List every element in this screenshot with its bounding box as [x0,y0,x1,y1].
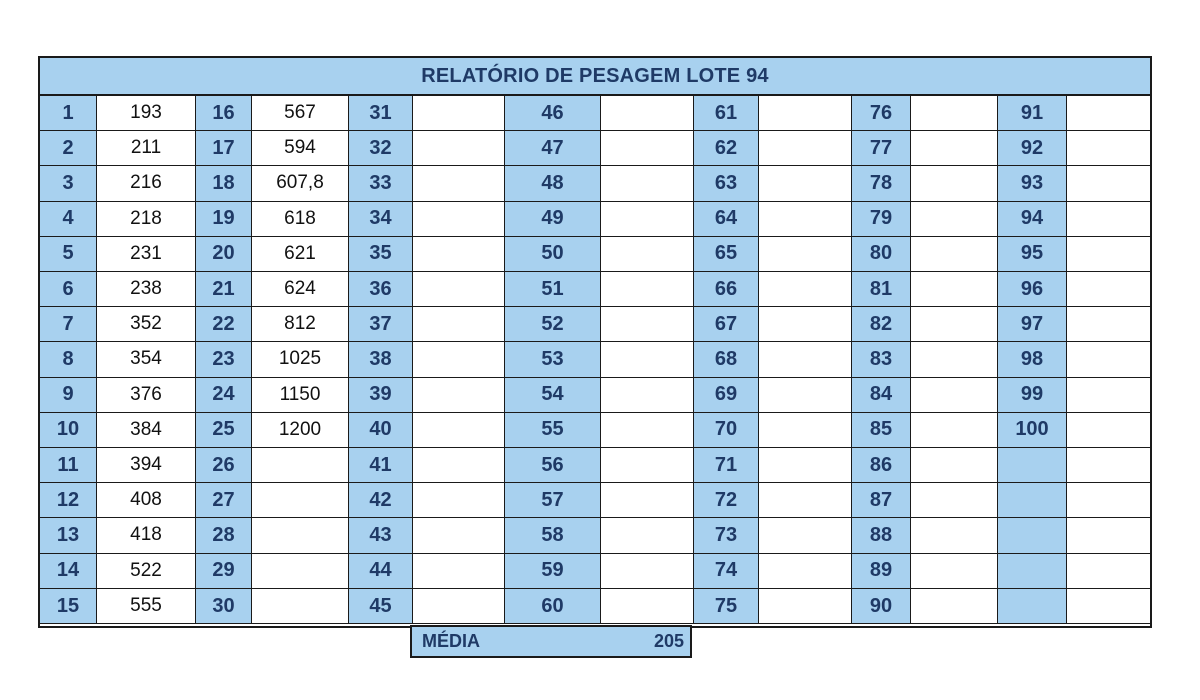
row-number-cell: 27 [196,483,252,518]
weight-value-cell [1067,96,1150,131]
weight-value-cell [1067,554,1150,589]
row-number-cell: 20 [196,237,252,272]
row-number-cell: 9 [40,378,97,413]
weight-value-cell: 1200 [252,413,349,448]
weight-value-cell [413,483,505,518]
weight-value-cell [601,378,694,413]
row-number-cell: 53 [505,342,601,377]
weight-value-cell: 354 [97,342,196,377]
row-number-cell: 54 [505,378,601,413]
row-number-cell: 23 [196,342,252,377]
row-number-cell: 29 [196,554,252,589]
weight-value-cell [413,272,505,307]
row-number-cell: 7 [40,307,97,342]
row-number-cell: 36 [349,272,413,307]
weight-value-cell: 216 [97,166,196,201]
row-number-cell: 72 [694,483,759,518]
row-number-cell: 90 [852,589,911,625]
row-number-cell: 69 [694,378,759,413]
weight-value-cell [759,166,852,201]
row-number-cell [998,589,1067,625]
row-number-cell: 45 [349,589,413,625]
row-number-cell: 75 [694,589,759,625]
average-value: 205 [653,631,684,651]
row-number-cell: 83 [852,342,911,377]
weight-value-cell [911,166,998,201]
row-number-cell: 24 [196,378,252,413]
row-number-cell: 70 [694,413,759,448]
weight-value-cell [1067,483,1150,518]
row-number-cell: 67 [694,307,759,342]
row-number-cell: 22 [196,307,252,342]
weight-value-cell: 567 [252,96,349,131]
weight-value-cell [1067,131,1150,166]
row-number-cell: 61 [694,96,759,131]
weight-value-cell [601,202,694,237]
weight-value-cell [413,202,505,237]
row-number-cell: 56 [505,448,601,483]
row-number-cell: 77 [852,131,911,166]
row-number-cell [998,554,1067,589]
weight-value-cell: 1150 [252,378,349,413]
row-number-cell: 21 [196,272,252,307]
row-number-cell: 73 [694,518,759,553]
weight-value-cell: 621 [252,237,349,272]
weight-value-cell [759,96,852,131]
row-number-cell: 31 [349,96,413,131]
row-number-cell: 64 [694,202,759,237]
weight-value-cell: 618 [252,202,349,237]
row-number-cell: 35 [349,237,413,272]
row-number-cell: 52 [505,307,601,342]
weight-value-cell [759,413,852,448]
weight-value-cell [759,272,852,307]
row-number-cell: 92 [998,131,1067,166]
weight-value-cell: 1025 [252,342,349,377]
row-number-cell: 94 [998,202,1067,237]
weight-value-cell [1067,166,1150,201]
weight-value-cell: 352 [97,307,196,342]
weight-value-cell [759,307,852,342]
row-number-cell: 81 [852,272,911,307]
weight-value-cell [911,378,998,413]
weight-value-cell: 394 [97,448,196,483]
weight-value-cell: 522 [97,554,196,589]
row-number-cell: 55 [505,413,601,448]
row-number-cell: 18 [196,166,252,201]
row-number-cell: 8 [40,342,97,377]
weight-value-cell: 384 [97,413,196,448]
weight-value-cell: 624 [252,272,349,307]
row-number-cell: 3 [40,166,97,201]
weight-value-cell [911,202,998,237]
weight-value-cell [911,237,998,272]
weight-value-cell [413,342,505,377]
weighing-report-table [38,56,1152,628]
weight-value-cell [601,518,694,553]
row-number-cell: 82 [852,307,911,342]
row-number-cell: 99 [998,378,1067,413]
row-number-cell: 87 [852,483,911,518]
row-number-cell: 85 [852,413,911,448]
row-number-cell: 41 [349,448,413,483]
weight-value-cell [413,378,505,413]
row-number-cell: 44 [349,554,413,589]
weight-value-cell [1067,378,1150,413]
row-number-cell: 16 [196,96,252,131]
weight-value-cell [1067,518,1150,553]
average-label: MÉDIA [422,631,480,651]
row-number-cell: 15 [40,589,97,625]
weight-value-cell [911,307,998,342]
weight-value-cell [1067,307,1150,342]
weight-value-cell [601,166,694,201]
row-number-cell: 47 [505,131,601,166]
row-number-cell: 80 [852,237,911,272]
weight-value-cell [911,342,998,377]
row-number-cell [998,483,1067,518]
row-number-cell: 30 [196,589,252,625]
weight-value-cell [413,518,505,553]
weight-value-cell [252,554,349,589]
row-number-cell: 78 [852,166,911,201]
weight-value-cell [252,518,349,553]
weight-value-cell [759,131,852,166]
row-number-cell: 12 [40,483,97,518]
weight-value-cell: 607,8 [252,166,349,201]
row-number-cell: 91 [998,96,1067,131]
row-number-cell: 89 [852,554,911,589]
weight-value-cell: 418 [97,518,196,553]
weight-value-cell [759,554,852,589]
weight-value-cell [759,483,852,518]
weight-value-cell [252,589,349,625]
weight-value-cell [601,448,694,483]
row-number-cell: 76 [852,96,911,131]
weight-value-cell: 211 [97,131,196,166]
row-number-cell: 2 [40,131,97,166]
weight-value-cell [601,413,694,448]
weight-value-cell [601,307,694,342]
row-number-cell: 14 [40,554,97,589]
weight-value-cell [601,131,694,166]
weight-value-cell [911,131,998,166]
row-number-cell: 71 [694,448,759,483]
row-number-cell: 1 [40,96,97,131]
weight-value-cell [413,131,505,166]
weight-value-cell [601,589,694,625]
row-number-cell: 39 [349,378,413,413]
row-number-cell: 17 [196,131,252,166]
row-number-cell: 11 [40,448,97,483]
weight-value-cell [911,448,998,483]
row-number-cell: 42 [349,483,413,518]
row-number-cell: 34 [349,202,413,237]
weight-value-cell [1067,413,1150,448]
row-number-cell: 49 [505,202,601,237]
row-number-cell: 6 [40,272,97,307]
weight-value-cell [601,237,694,272]
row-number-cell: 68 [694,342,759,377]
weight-value-cell [759,448,852,483]
weight-value-cell [413,166,505,201]
row-number-cell: 26 [196,448,252,483]
row-number-cell: 63 [694,166,759,201]
weight-value-cell [759,202,852,237]
weight-value-cell [911,272,998,307]
weight-value-cell [413,307,505,342]
report-title: RELATÓRIO DE PESAGEM LOTE 94 [40,58,1150,96]
weight-value-cell [601,554,694,589]
row-number-cell: 32 [349,131,413,166]
weight-value-cell: 812 [252,307,349,342]
weight-value-cell [601,483,694,518]
row-number-cell: 88 [852,518,911,553]
weight-value-cell: 193 [97,96,196,131]
row-number-cell: 93 [998,166,1067,201]
row-number-cell: 96 [998,272,1067,307]
row-number-cell: 5 [40,237,97,272]
row-number-cell: 65 [694,237,759,272]
weight-value-cell: 408 [97,483,196,518]
row-number-cell: 58 [505,518,601,553]
average-box [410,625,692,658]
weight-value-cell: 231 [97,237,196,272]
row-number-cell: 57 [505,483,601,518]
weight-value-cell: 218 [97,202,196,237]
row-number-cell: 59 [505,554,601,589]
row-number-cell: 13 [40,518,97,553]
weight-value-cell [911,96,998,131]
weight-value-cell [759,378,852,413]
weight-value-cell [413,237,505,272]
weight-value-cell [911,483,998,518]
weight-value-cell [1067,589,1150,625]
weight-value-cell [1067,272,1150,307]
weight-value-cell [1067,202,1150,237]
weight-value-cell [252,448,349,483]
row-number-cell: 37 [349,307,413,342]
weight-value-cell [252,483,349,518]
weight-value-cell [1067,237,1150,272]
weight-value-cell: 555 [97,589,196,625]
weight-value-cell: 238 [97,272,196,307]
row-number-cell: 60 [505,589,601,625]
row-number-cell: 84 [852,378,911,413]
row-number-cell: 19 [196,202,252,237]
weight-value-cell [413,96,505,131]
row-number-cell: 98 [998,342,1067,377]
weight-value-cell [1067,342,1150,377]
row-number-cell: 95 [998,237,1067,272]
weight-value-cell [413,413,505,448]
weight-value-cell [759,342,852,377]
row-number-cell [998,448,1067,483]
row-number-cell: 100 [998,413,1067,448]
row-number-cell: 97 [998,307,1067,342]
row-number-cell: 40 [349,413,413,448]
weight-value-cell [413,448,505,483]
row-number-cell: 28 [196,518,252,553]
weight-value-cell: 376 [97,378,196,413]
row-number-cell [998,518,1067,553]
weight-value-cell [911,518,998,553]
weight-value-cell [601,96,694,131]
row-number-cell: 43 [349,518,413,553]
row-number-cell: 10 [40,413,97,448]
row-number-cell: 51 [505,272,601,307]
row-number-cell: 62 [694,131,759,166]
weight-value-cell [759,237,852,272]
row-number-cell: 46 [505,96,601,131]
row-number-cell: 50 [505,237,601,272]
weight-value-cell [601,342,694,377]
weight-value-cell [911,589,998,625]
weight-value-cell [759,589,852,625]
row-number-cell: 66 [694,272,759,307]
row-number-cell: 48 [505,166,601,201]
weight-value-cell [413,554,505,589]
row-number-cell: 38 [349,342,413,377]
weight-value-cell [413,589,505,625]
row-number-cell: 4 [40,202,97,237]
weight-value-cell [601,272,694,307]
report-grid [40,96,1150,626]
weight-value-cell [759,518,852,553]
weight-value-cell: 594 [252,131,349,166]
weight-value-cell [911,554,998,589]
row-number-cell: 86 [852,448,911,483]
row-number-cell: 74 [694,554,759,589]
row-number-cell: 79 [852,202,911,237]
row-number-cell: 25 [196,413,252,448]
row-number-cell: 33 [349,166,413,201]
weight-value-cell [1067,448,1150,483]
weight-value-cell [911,413,998,448]
